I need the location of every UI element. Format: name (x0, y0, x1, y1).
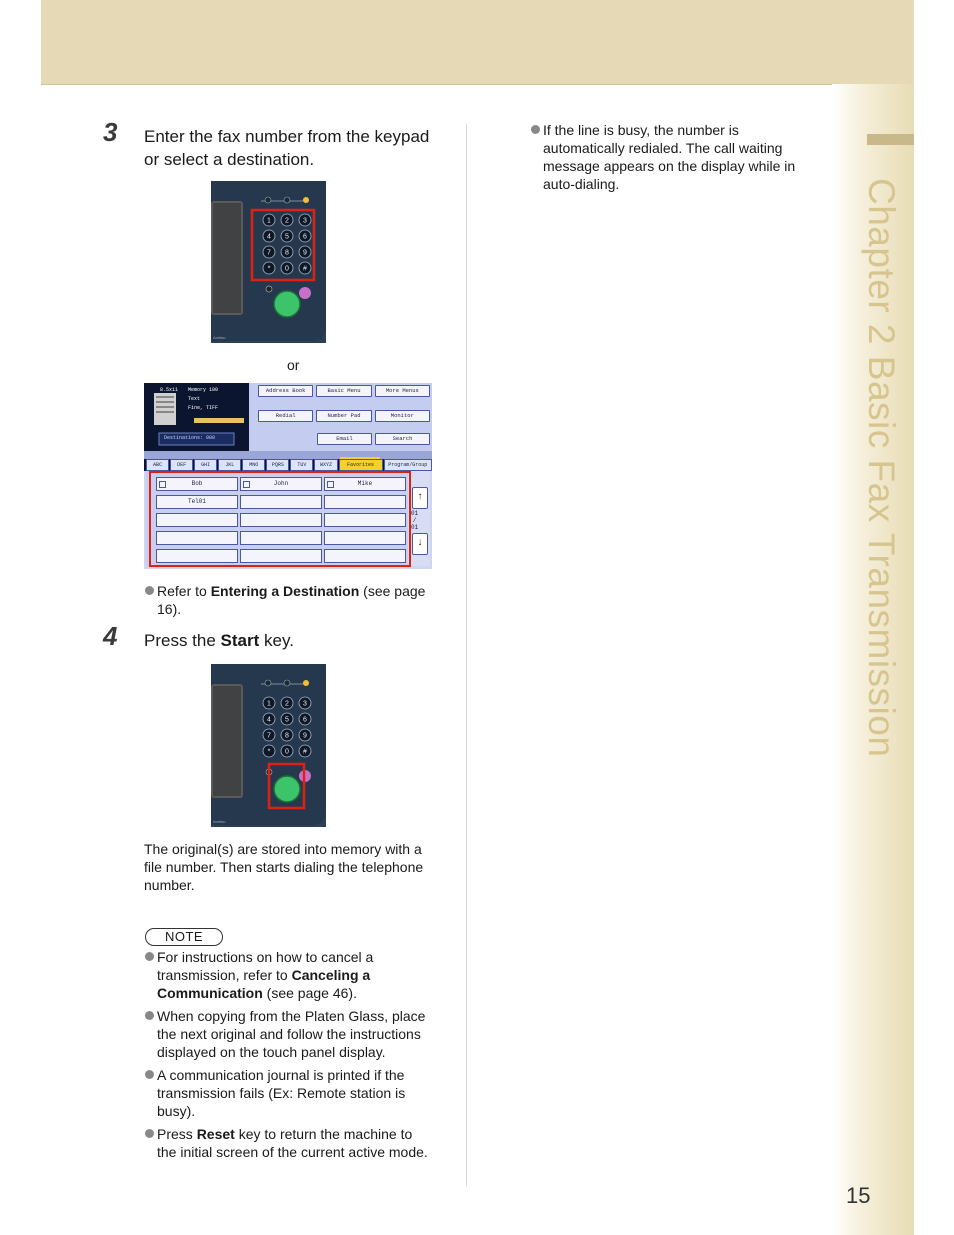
touch-tab-button[interactable]: Basic Menu (316, 385, 371, 397)
destination-entry[interactable]: Mike (324, 477, 406, 491)
step-4-description: The original(s) are stored into memory with a file number. Then starts dialing the telephone number. (144, 841, 424, 893)
keypad-key-label: # (303, 748, 307, 756)
bullet-dot-icon (531, 125, 540, 134)
index-tab[interactable]: GHI (194, 459, 217, 471)
bullet-dot-icon (145, 1129, 154, 1138)
index-tab[interactable]: ABC (146, 459, 169, 471)
keypad-key-label: 1 (267, 217, 271, 225)
scroll-up-arrow-icon[interactable]: ↑ (412, 487, 428, 509)
touch-tab-button[interactable]: Address Book (258, 385, 313, 397)
touch-function-button[interactable]: Redial (258, 410, 313, 422)
keypad-key-label: 0 (285, 265, 289, 273)
destination-entry[interactable]: John (240, 477, 322, 491)
step-4-number: 4 (103, 621, 118, 651)
touch-function-button[interactable]: Email (317, 433, 372, 445)
scroll-down-arrow-icon[interactable]: ↓ (412, 533, 428, 555)
index-tab[interactable]: PQRS (266, 459, 289, 471)
destinations-count: Destinations: 000 (164, 435, 216, 441)
chapter-tab-marker (867, 134, 914, 145)
keypad-key-label: * (267, 265, 271, 273)
page-indicator: 01 / 01 (411, 510, 419, 531)
keypad-key-label: # (303, 265, 307, 273)
index-tab[interactable]: TUV (290, 459, 313, 471)
bullet-dot-icon (145, 586, 154, 595)
step-3-number: 3 (103, 117, 118, 147)
destination-list-highlight (149, 471, 411, 567)
svg-text:Anritsu: Anritsu (213, 819, 226, 824)
index-tab[interactable]: Program/Group (384, 459, 432, 471)
index-tab[interactable]: DEF (170, 459, 193, 471)
page-number: 15 (846, 1183, 871, 1208)
keypad-key-label: 2 (285, 217, 289, 225)
note-badge: NOTE (145, 928, 223, 946)
control-panel-start-key-image (211, 664, 326, 827)
note-bullet-journal: A communication journal is printed if the transmission fails (Ex: Remote station is busy). (145, 1066, 467, 1120)
note-bullet-reset: Press Reset key to return the machine to the initial screen of the current active mode. (145, 1125, 467, 1161)
note-bullet-platen: When copying from the Platen Glass, place the next original and follow the instructions displayed on the touch panel display. (145, 1007, 467, 1061)
redial-note: If the line is busy, the number is automatically redialed. The call waiting message appears on the display while in auto-dialing. (531, 121, 833, 193)
index-tab[interactable]: JKL (218, 459, 241, 471)
keypad-key-label: 9 (303, 249, 307, 257)
keypad-key-label: 4 (267, 716, 271, 724)
touch-function-button[interactable]: Number Pad (316, 410, 371, 422)
touch-panel-screenshot: 8.5x11 Memory 100 Text Fine, TIFF Destinations: 000 Address Book Basic Menu More Menus Redial Number Pad Monitor Email Search ABC DEF GHI JKL MNO PQRS TUV WXYZ Favorites Program/Group Bob John Mike Tel01 ↑ 01 / 01 ↓ (144, 383, 432, 569)
bullet-dot-icon (145, 1011, 154, 1020)
chapter-title: Chapter 2 Basic Fax Transmission (861, 178, 902, 758)
touch-function-button[interactable]: Monitor (375, 410, 430, 422)
step-3-bullet: Refer to Entering a Destination (see page 16). (145, 582, 467, 618)
keypad-key-label: * (267, 748, 271, 756)
index-tab[interactable]: Favorites (339, 459, 383, 471)
bullet-dot-icon (145, 1070, 154, 1079)
keypad-key-label: 1 (267, 700, 271, 708)
keypad-key-label: 3 (303, 700, 307, 708)
svg-text:Anritsu: Anritsu (213, 335, 226, 340)
keypad-key-label: 5 (285, 716, 289, 724)
touch-tab-button[interactable]: More Menus (375, 385, 430, 397)
bullet-dot-icon (145, 952, 154, 961)
keypad-key-label: 7 (267, 249, 271, 257)
keypad-key-label: 8 (285, 732, 289, 740)
destination-entry[interactable]: Bob (156, 477, 238, 491)
header-band (41, 0, 914, 85)
step-3-instruction: Enter the fax number from the keypad or select a destination. (144, 127, 430, 169)
index-tab[interactable]: MNO (242, 459, 265, 471)
step-4-instruction: Press the Start key. (144, 631, 294, 650)
keypad-key-label: 9 (303, 732, 307, 740)
control-panel-keypad-image (211, 181, 326, 343)
destination-entry[interactable]: Tel01 (156, 495, 238, 509)
keypad-key-label: 3 (303, 217, 307, 225)
keypad-key-label: 6 (303, 233, 307, 241)
or-label: or (287, 357, 300, 373)
keypad-key-label: 8 (285, 249, 289, 257)
touch-function-button[interactable]: Search (375, 433, 430, 445)
keypad-key-label: 5 (285, 233, 289, 241)
index-tab[interactable]: WXYZ (314, 459, 337, 471)
start-key (274, 776, 300, 802)
keypad-key-label: 2 (285, 700, 289, 708)
keypad-key-label: 0 (285, 748, 289, 756)
keypad-key-label: 6 (303, 716, 307, 724)
keypad-key-label: 4 (267, 233, 271, 241)
keypad-key-label: 7 (267, 732, 271, 740)
note-bullet-cancel: For instructions on how to cancel a transmission, refer to Canceling a Communication (see page 46). (145, 948, 467, 1002)
